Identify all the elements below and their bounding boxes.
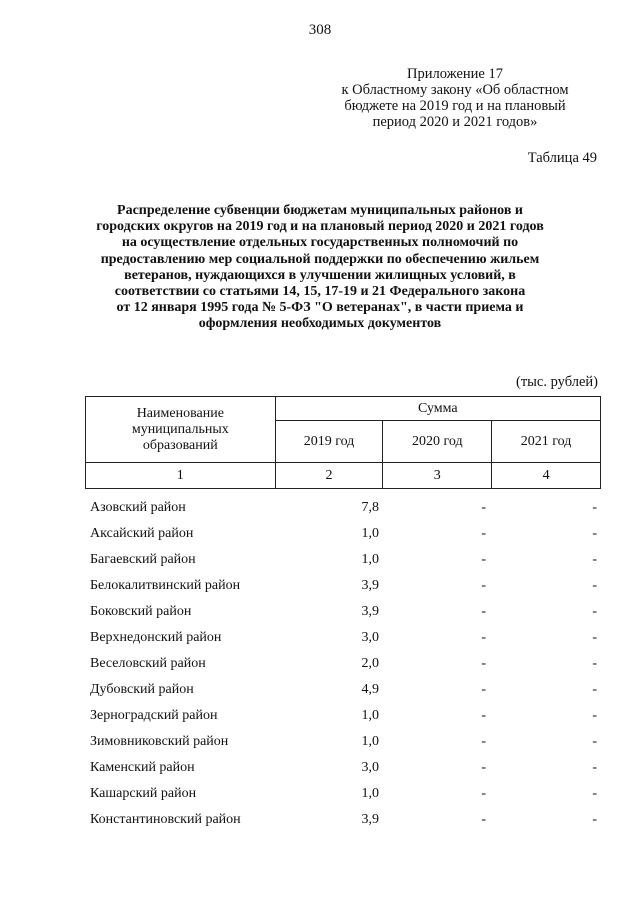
- amount-2019: 7,8: [361, 500, 379, 515]
- amount-2020: -: [481, 682, 486, 697]
- appendix-line: бюджете на 2019 год и на плановый: [344, 98, 566, 114]
- district-name: Кашарский район: [90, 786, 197, 801]
- appendix-line: период 2020 и 2021 годов»: [372, 114, 538, 130]
- amount-2021: -: [592, 526, 597, 541]
- table-row: [85, 523, 601, 549]
- document-title: [40, 203, 600, 333]
- amount-2020: -: [481, 786, 486, 801]
- table-row: [85, 627, 601, 653]
- amount-2019: 4,9: [361, 682, 379, 697]
- amount-2020: -: [481, 630, 486, 645]
- amount-2019: 3,9: [361, 604, 379, 619]
- amount-2021: -: [592, 604, 597, 619]
- amount-2019: 1,0: [361, 526, 379, 541]
- amount-2019: 1,0: [361, 734, 379, 749]
- column-number: 2: [275, 463, 383, 489]
- table-row: [85, 653, 601, 679]
- title-line: Распределение субвенции бюджетам муниципальных районов и: [117, 203, 523, 218]
- name-header-line: Наименование: [136, 405, 224, 421]
- column-number: 4: [492, 463, 601, 489]
- district-name: Веселовский район: [90, 656, 206, 671]
- amount-2020: -: [481, 656, 486, 671]
- amount-2021: -: [592, 552, 597, 567]
- amount-2019: 3,9: [361, 812, 379, 827]
- amount-2020: -: [481, 812, 486, 827]
- district-name: Дубовский район: [90, 682, 194, 697]
- amount-2020: -: [481, 760, 486, 775]
- amount-2019: 2,0: [361, 656, 379, 671]
- amount-2021: -: [592, 682, 597, 697]
- appendix-line: Приложение 17: [407, 66, 503, 82]
- table-row: [85, 575, 601, 601]
- amount-2019: 3,0: [361, 760, 379, 775]
- table-body: [85, 497, 601, 835]
- table-row: [85, 679, 601, 705]
- district-name: Каменский район: [90, 760, 195, 775]
- amount-2020: -: [481, 578, 486, 593]
- table-row: [85, 497, 601, 523]
- district-name: Багаевский район: [90, 552, 196, 567]
- column-number: 3: [383, 463, 492, 489]
- title-line: городских округов на 2019 год и на плановый период 2020 и 2021 годов: [96, 219, 544, 235]
- amount-2020: -: [481, 604, 486, 619]
- title-line: на осуществление отдельных государственных полномочий по: [121, 235, 519, 251]
- table-row: [85, 549, 601, 575]
- units-label: (тыс. рублей): [516, 374, 598, 390]
- table-row: [85, 757, 601, 783]
- amount-2019: 1,0: [361, 786, 379, 801]
- amount-2020: -: [481, 552, 486, 567]
- amount-2021: -: [592, 760, 597, 775]
- district-name: Аксайский район: [90, 526, 194, 541]
- table-header: [85, 396, 601, 489]
- amount-2021: -: [592, 500, 597, 515]
- name-header-line: образований: [142, 437, 218, 453]
- year-header-2020: 2020 год: [383, 421, 492, 463]
- amount-2021: -: [592, 708, 597, 723]
- table-row: [85, 731, 601, 757]
- district-name: Верхнедонский район: [90, 630, 222, 645]
- title-line: ветеранов, нуждающихся в улучшении жилищных условий, в: [124, 267, 516, 283]
- amount-2020: -: [481, 526, 486, 541]
- amount-2021: -: [592, 786, 597, 801]
- column-number: 1: [86, 463, 276, 489]
- district-name: Боковский район: [90, 604, 192, 619]
- title-line: оформления необходимых документов: [198, 316, 442, 332]
- table-row: [85, 809, 601, 835]
- year-header-2021: 2021 год: [492, 421, 601, 463]
- table-row: [85, 705, 601, 731]
- amount-2020: -: [481, 708, 486, 723]
- district-name: Зерноградский район: [90, 708, 218, 723]
- amount-2019: 1,0: [361, 708, 379, 723]
- title-line: предоставлению мер социальной поддержки по обеспечению жильем: [100, 251, 540, 267]
- amount-2019: 3,0: [361, 630, 379, 645]
- amount-2021: -: [592, 812, 597, 827]
- table-row: [85, 601, 601, 627]
- district-name: Зимовниковский район: [90, 734, 229, 749]
- appendix-line: к Областному закону «Об областном: [341, 82, 569, 98]
- amount-2021: -: [592, 656, 597, 671]
- district-name: Белокалитвинский район: [90, 578, 241, 593]
- district-name: Константиновский район: [90, 812, 241, 827]
- amount-2021: -: [592, 578, 597, 593]
- sum-header: Сумма: [275, 397, 600, 421]
- amount-2019: 1,0: [361, 552, 379, 567]
- title-line: соответствии со статьями 14, 15, 17-19 и 21 Федерального закона: [114, 284, 526, 300]
- amount-2019: 3,9: [361, 578, 379, 593]
- amount-2021: -: [592, 734, 597, 749]
- year-header-2019: 2019 год: [275, 421, 383, 463]
- name-column-header: [86, 397, 276, 463]
- table-row: [85, 783, 601, 809]
- appendix-header: [300, 66, 610, 130]
- title-line: от 12 января 1995 года № 5-ФЗ "О ветеранах", в части приема и: [116, 300, 524, 316]
- page-number: 308: [308, 22, 332, 38]
- amount-2021: -: [592, 630, 597, 645]
- name-header-line: муниципальных: [131, 421, 229, 437]
- amount-2020: -: [481, 734, 486, 749]
- table-reference: Таблица 49: [527, 150, 597, 166]
- amount-2020: -: [481, 500, 486, 515]
- district-name: Азовский район: [90, 500, 186, 515]
